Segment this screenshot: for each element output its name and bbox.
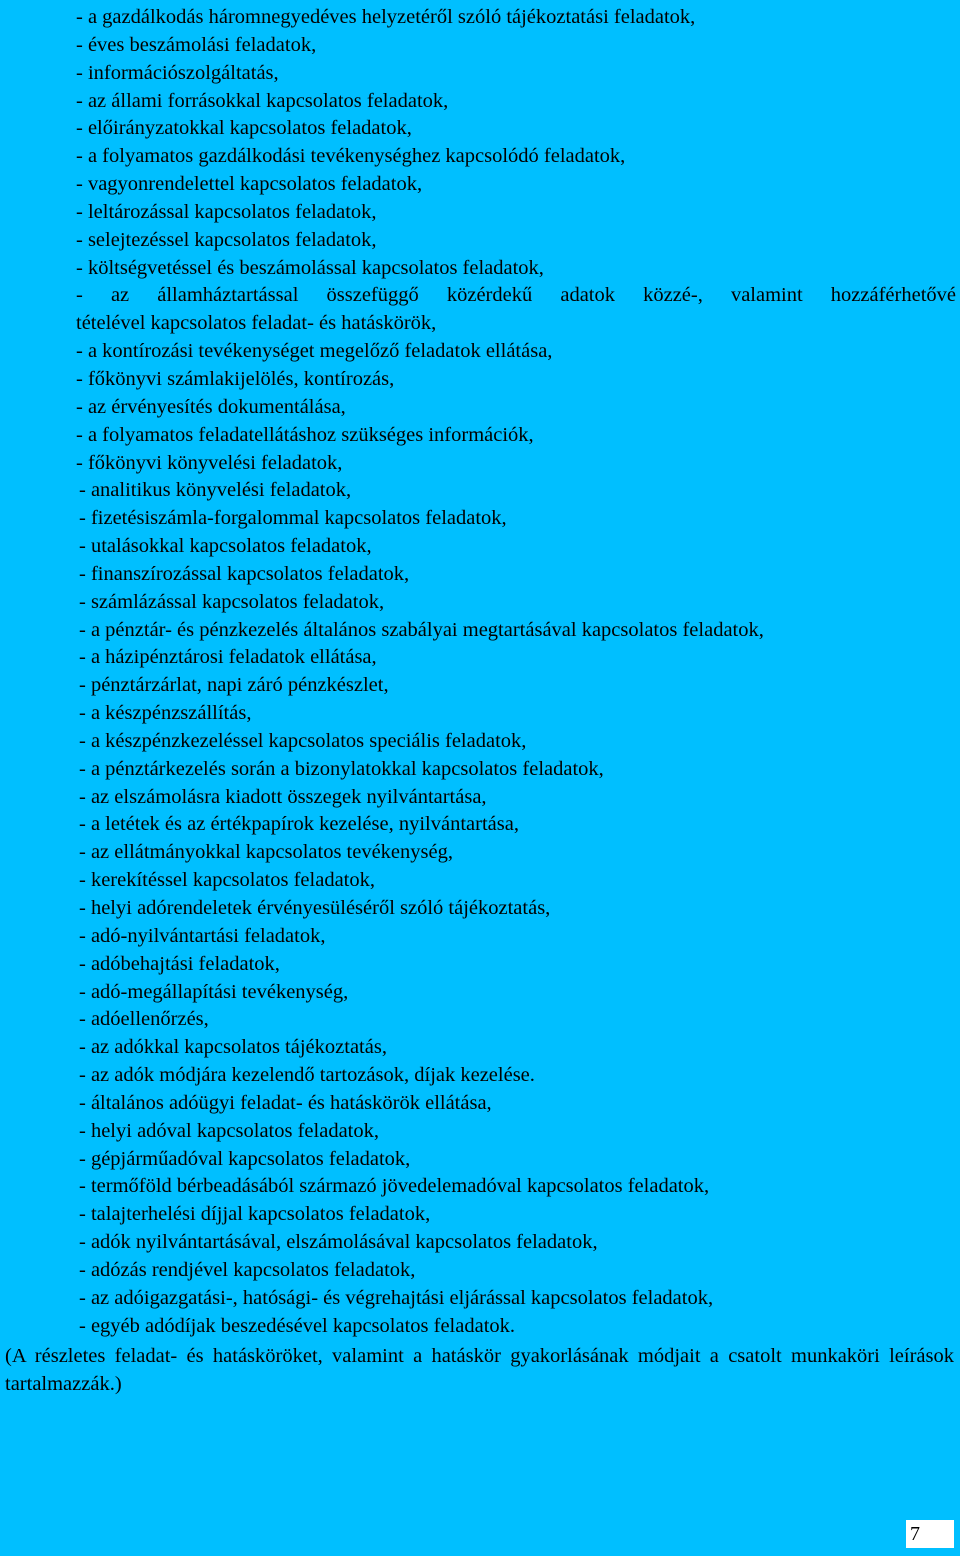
list-item: - fizetésiszámla-forgalommal kapcsolatos feladatok, xyxy=(79,507,507,530)
list-item: - adóbehajtási feladatok, xyxy=(79,952,280,975)
list-item: - általános adóügyi feladat- és hatáskörök ellátása, xyxy=(79,1091,492,1114)
list-item: - az adók módjára kezelendő tartozások, díjak kezelése. xyxy=(79,1064,535,1087)
list-item: - helyi adóval kapcsolatos feladatok, xyxy=(79,1119,379,1142)
list-item: - a folyamatos gazdálkodási tevékenységhez kapcsolódó feladatok, xyxy=(76,145,626,168)
list-item: - a gazdálkodás háromnegyedéves helyzetéről szóló tájékoztatási feladatok, xyxy=(76,6,696,28)
list-item: - a folyamatos feladatellátáshoz szükséges információk, xyxy=(76,423,534,446)
list-item: - az ellátmányokkal kapcsolatos tevékenység, xyxy=(79,841,453,864)
list-item: - a házipénztárosi feladatok ellátása, xyxy=(79,646,377,669)
list-item: - költségvetéssel és beszámolással kapcsolatos feladatok, xyxy=(76,256,544,279)
list-item: - finanszírozással kapcsolatos feladatok, xyxy=(79,562,410,585)
list-item: - adózás rendjével kapcsolatos feladatok, xyxy=(79,1258,416,1281)
list-item: - helyi adórendeletek érvényesüléséről szóló tájékoztatás, xyxy=(79,897,551,919)
list-item: - az adókkal kapcsolatos tájékoztatás, xyxy=(79,1036,387,1059)
list-item: - a letétek és az értékpapírok kezelése, nyilvántartása, xyxy=(79,813,519,836)
list-item: - főkönyvi számlakijelölés, kontírozás, xyxy=(76,367,395,390)
list-item: - az államháztartással összefüggő közérdekű adatok közzé-, valamint hozzáférhetővé xyxy=(76,284,956,307)
list-item: - adó-megállapítási tevékenység, xyxy=(79,980,349,1003)
list-item: - az érvényesítés dokumentálása, xyxy=(76,395,346,418)
list-item: - vagyonrendelettel kapcsolatos feladatok, xyxy=(76,173,423,196)
list-item: - termőföld bérbeadásából származó jövedelemadóval kapcsolatos feladatok, xyxy=(79,1175,710,1198)
list-item: - leltározással kapcsolatos feladatok, xyxy=(76,200,377,223)
list-item: - analitikus könyvelési feladatok, xyxy=(79,479,352,502)
list-item: - az elszámolásra kiadott összegek nyilvántartása, xyxy=(79,785,487,808)
list-item: - a készpénzkezeléssel kapcsolatos speciális feladatok, xyxy=(79,729,527,752)
task-list xyxy=(0,4,960,1341)
page-number: 7 xyxy=(906,1520,954,1548)
list-item: - főkönyvi könyvelési feladatok, xyxy=(76,451,343,474)
list-item: - az állami forrásokkal kapcsolatos feladatok, xyxy=(76,89,449,112)
list-item: - számlázással kapcsolatos feladatok, xyxy=(79,590,385,613)
list-item: - adó-nyilvántartási feladatok, xyxy=(79,924,326,947)
list-item: - pénztárzárlat, napi záró pénzkészlet, xyxy=(79,674,389,697)
list-item: - a pénztárkezelés során a bizonylatokkal kapcsolatos feladatok, xyxy=(79,757,604,780)
list-item: - egyéb adódíjak beszedésével kapcsolatos feladatok. xyxy=(79,1314,516,1337)
list-item: - selejtezéssel kapcsolatos feladatok, xyxy=(76,228,377,251)
list-item: - előirányzatokkal kapcsolatos feladatok, xyxy=(76,117,412,140)
list-item: - éves beszámolási feladatok, xyxy=(76,33,317,56)
list-item: - a készpénzszállítás, xyxy=(79,702,252,725)
list-item: - információszolgáltatás, xyxy=(76,61,279,84)
list-item: - adók nyilvántartásával, elszámolásával kapcsolatos feladatok, xyxy=(79,1231,598,1254)
list-item: - talajterhelési díjjal kapcsolatos feladatok, xyxy=(79,1203,431,1226)
list-item: - a kontírozási tevékenységet megelőző feladatok ellátása, xyxy=(76,340,553,363)
list-item-continuation: tételével kapcsolatos feladat- és hatáskörök, xyxy=(76,312,437,335)
list-item: - kerekítéssel kapcsolatos feladatok, xyxy=(79,869,375,892)
list-item: - adóellenőrzés, xyxy=(79,1008,209,1031)
list-item: - gépjárműadóval kapcsolatos feladatok, xyxy=(79,1147,411,1170)
list-item: - utalásokkal kapcsolatos feladatok, xyxy=(79,535,372,558)
closing-note: (A részletes feladat- és hatásköröket, valamint a hatáskör gyakorlásának módjait a csatolt munkaköri leírások tartalmazzák.) xyxy=(5,1345,954,1395)
list-item: - az adóigazgatási-, hatósági- és végrehajtási eljárással kapcsolatos feladatok, xyxy=(79,1286,714,1309)
list-item: - a pénztár- és pénzkezelés általános szabályai megtartásával kapcsolatos feladatok, xyxy=(79,618,764,641)
